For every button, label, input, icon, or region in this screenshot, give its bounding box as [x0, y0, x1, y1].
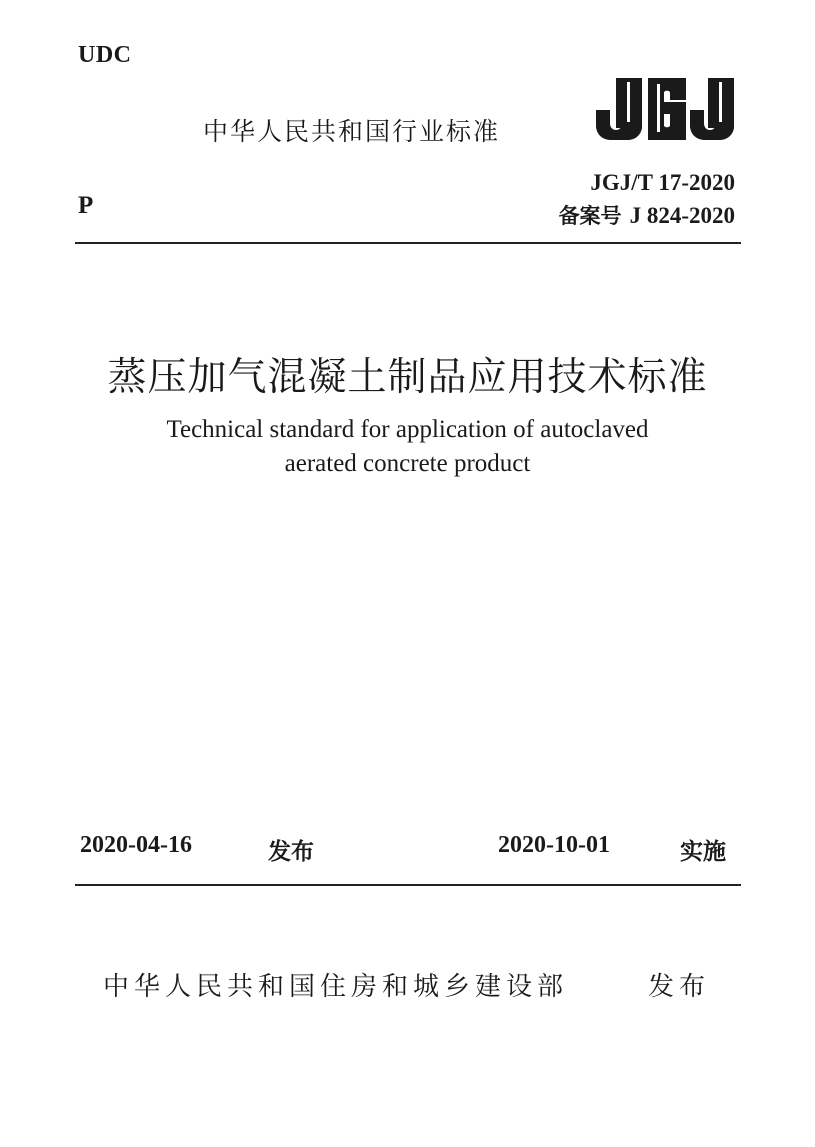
publish-label: 发布	[648, 972, 711, 1002]
top-divider	[75, 242, 741, 244]
record-number	[559, 200, 735, 230]
implementation-date: 2020-10-01	[498, 832, 610, 858]
title-english-line1: Technical standard for application of autoclaved	[166, 416, 649, 443]
udc-label: UDC	[78, 42, 132, 68]
jgj-logo	[596, 76, 738, 146]
jgj-logo-icon	[596, 76, 738, 142]
title-english-line2: aerated concrete product	[284, 450, 531, 477]
standard-level: 中华人民共和国行业标准	[203, 117, 501, 146]
issue-date: 2020-04-16	[80, 832, 192, 858]
publisher: 中华人民共和国住房和城乡建设部	[103, 972, 569, 1002]
standard-number: JGJ/T 17-2020	[590, 170, 735, 195]
category-code: P	[78, 192, 94, 219]
title-chinese: 蒸压加气混凝土制品应用技术标准	[107, 355, 708, 400]
record-code: J 824-2020	[629, 203, 735, 228]
issue-label: 发布	[268, 839, 314, 865]
implementation-label: 实施	[680, 839, 726, 865]
record-label: 备案号	[558, 204, 622, 228]
bottom-divider	[75, 884, 741, 886]
